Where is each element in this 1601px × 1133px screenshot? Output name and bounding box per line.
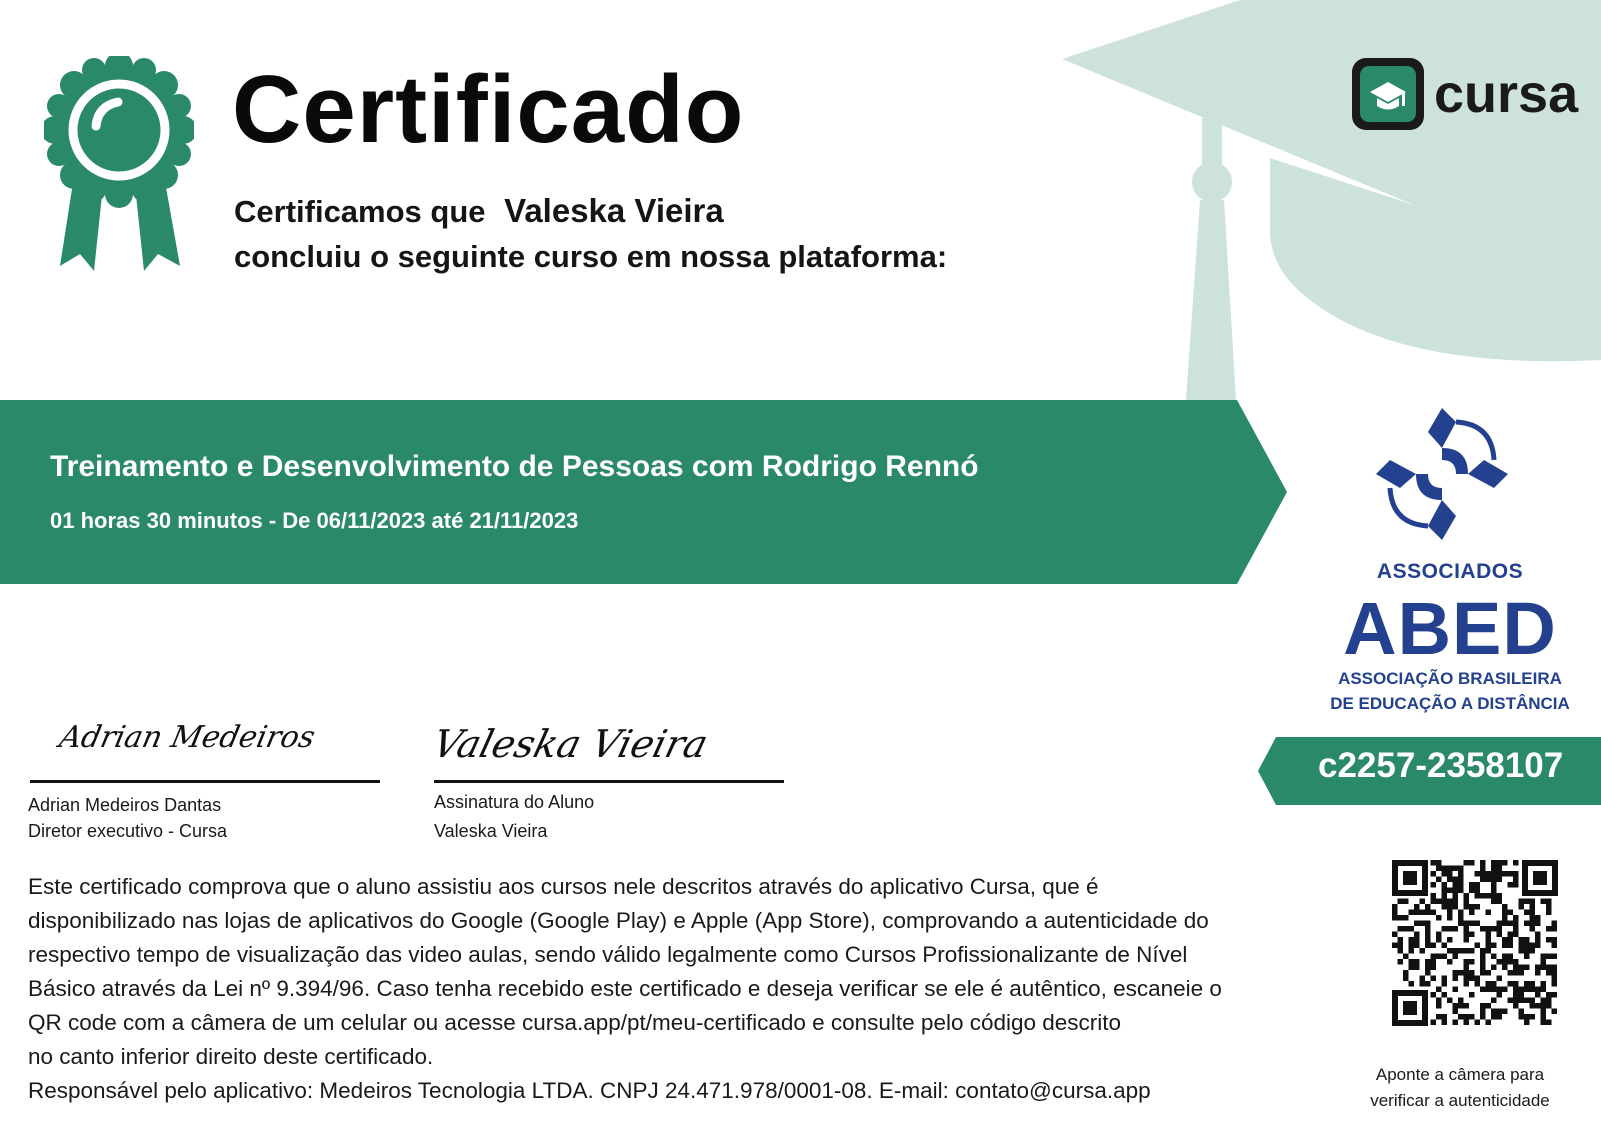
intro-line-2: concluiu o seguinte curso em nossa plataforma:	[234, 239, 948, 274]
certificate-body-text	[28, 870, 1338, 1108]
student-signature-label: Assinatura do Aluno	[434, 792, 595, 812]
course-banner	[0, 400, 1287, 584]
abed-fullname-line1: ASSOCIAÇÃO BRASILEIRA	[1338, 669, 1562, 688]
qr-caption-line1: Aponte a câmera para	[1375, 1065, 1545, 1084]
cursa-logo	[1350, 56, 1578, 132]
abed-fullname-line2: DE EDUCAÇÃO A DISTÂNCIA	[1330, 694, 1570, 713]
course-title: Treinamento e Desenvolvimento de Pessoas com Rodrigo Rennó	[50, 450, 979, 483]
certificate-title: Certificado	[232, 56, 745, 163]
body-line: Básico através da Lei nº 9.394/96. Caso tenha recebido este certificado e deseja verificar se ele é autêntico, escaneie o	[28, 976, 1222, 1001]
student-signature-name: Valeska Vieira	[434, 821, 548, 841]
qr-caption	[1350, 1062, 1570, 1114]
intro-line	[234, 191, 724, 231]
cursa-logo-icon	[1350, 56, 1426, 132]
director-signature: Adrian Medeiros	[56, 720, 319, 755]
director-signature-line	[30, 780, 380, 783]
student-name: Valeska Vieira	[504, 192, 724, 229]
body-line: Responsável pelo aplicativo: Medeiros Tecnologia LTDA. CNPJ 24.471.978/0001-08. E-mail: contato@cursa.app	[28, 1078, 1151, 1103]
abed-acronym: ABED	[1343, 587, 1557, 670]
course-duration-dates: 01 horas 30 minutos - De 06/11/2023 até 21/11/2023	[50, 508, 579, 533]
qr-caption-line2: verificar a autenticidade	[1370, 1091, 1550, 1110]
director-role: Diretor executivo - Cursa	[28, 821, 228, 841]
body-line: disponibilizado nas lojas de aplicativos do Google (Google Play) e Apple (App Store), comprovando a autenticidade do	[28, 908, 1209, 933]
abed-associados: ASSOCIADOS	[1376, 560, 1524, 583]
student-signature: Valeska Vieira	[428, 722, 713, 766]
cursa-logo-text: cursa	[1434, 64, 1579, 124]
director-name: Adrian Medeiros Dantas	[28, 795, 222, 815]
body-line: Este certificado comprova que o aluno assistiu aos cursos nele descritos através do aplicativo Cursa, que é	[28, 874, 1099, 899]
body-line: no canto inferior direito deste certificado.	[28, 1044, 434, 1069]
body-line: QR code com a câmera de um celular ou acesse cursa.app/pt/meu-certificado e consulte pelo código descrito	[28, 1010, 1122, 1035]
certificate-code: c2257-2358107	[1318, 746, 1564, 785]
body-line: respectivo tempo de visualização das video aulas, sendo válido legalmente como Cursos Profissionalizante de Nível	[28, 942, 1188, 967]
student-signature-line	[434, 780, 784, 783]
qr-code[interactable]	[1392, 860, 1558, 1026]
abed-emblem-icon	[1372, 404, 1512, 544]
award-ribbon-icon	[44, 56, 194, 274]
intro-prefix: Certificamos que	[234, 194, 486, 229]
